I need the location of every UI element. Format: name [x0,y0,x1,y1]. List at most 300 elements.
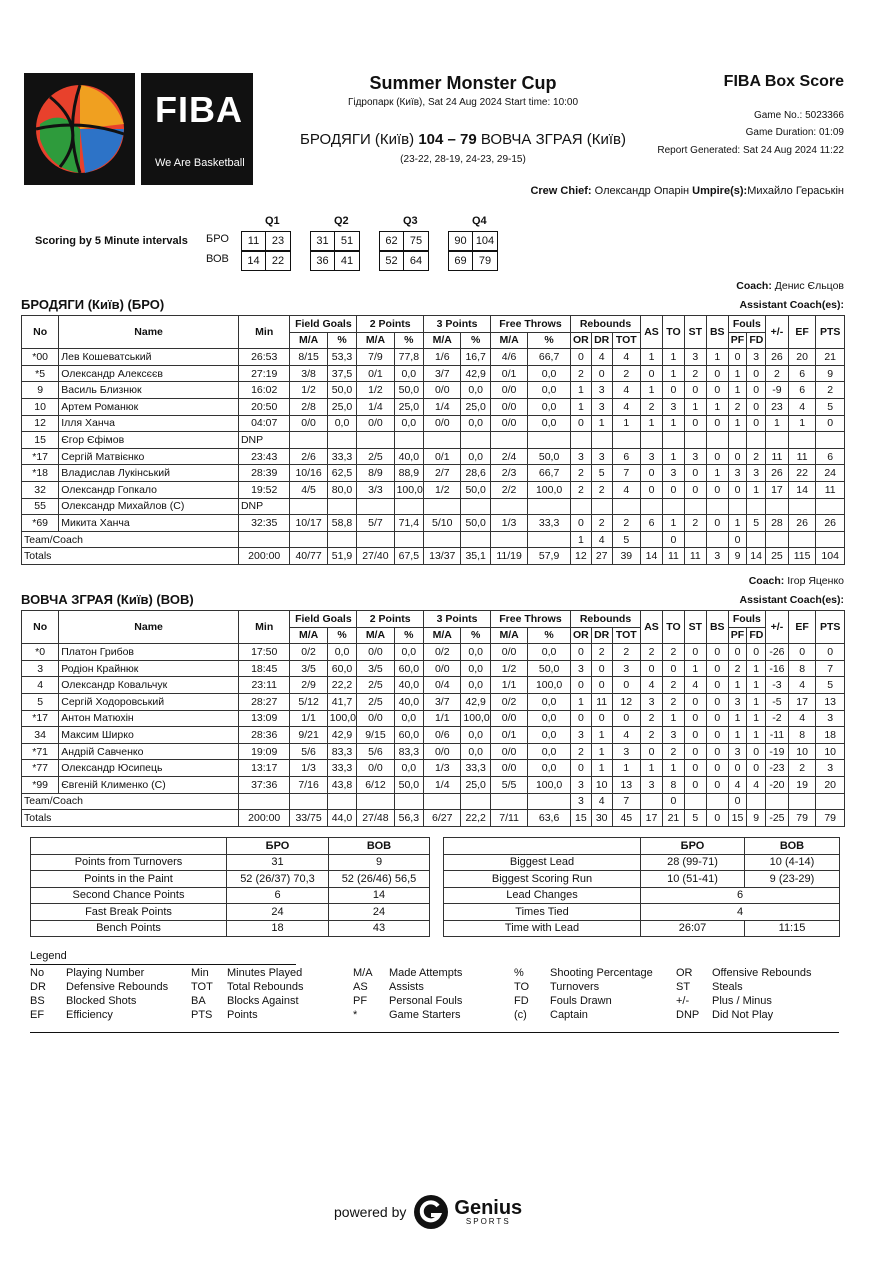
column-header: Name [59,316,239,349]
player-number: 12 [22,415,59,432]
total-cell: 200:00 [238,548,290,565]
column-header: Min [238,611,290,644]
stat-cell: 18:45 [238,660,290,677]
legend-abbr: DNP [676,1009,700,1021]
stat-cell: 0 [816,415,845,432]
stat-cell: 2 [570,481,591,498]
legend-desc: Total Rebounds [227,981,304,993]
column-header: % [528,627,571,644]
stat-cell [706,432,728,449]
player-name: Олександр Юсипець [59,760,239,777]
stat-cell: 6 [788,365,815,382]
stat-cell [765,432,788,449]
player-number: *71 [22,743,59,760]
stat-cell: 0,0 [461,644,491,661]
stat-cell: 0/2 [490,693,527,710]
summary-label: Points from Turnovers [31,854,227,871]
stat-cell: 1/1 [490,677,527,694]
team2-coach-name: Ігор Яценко [787,575,844,587]
column-header: M/A [424,332,461,349]
stat-cell: 13:17 [238,760,290,777]
stat-cell: 100,0 [461,710,491,727]
stat-cell: 1 [641,382,663,399]
stat-cell: 0 [706,677,728,694]
stat-cell: -23 [765,760,788,777]
stat-cell: 2 [641,398,663,415]
summary-header [31,838,227,855]
team2-title: ВОВЧА ЗГРАЯ (Київ) (ВОВ) [21,592,194,607]
total-cell: 9 [747,810,766,827]
stat-cell: 1 [747,660,766,677]
legend-abbr: TO [514,981,530,993]
player-number: *17 [22,448,59,465]
stat-cell [641,498,663,515]
stat-cell: 0 [747,644,766,661]
summary-value: 28 (99-71) [641,854,745,871]
report-generated: Report Generated: Sat 24 Aug 2024 11:22 [657,145,844,156]
stat-cell: 0 [591,677,612,694]
summary-value: 9 (23-29) [745,871,840,888]
stat-cell: 0 [706,481,728,498]
summary-header: ВОВ [329,838,430,855]
player-row [22,710,845,727]
stat-cell [684,498,706,515]
interval-score: 90 [449,232,473,250]
crew-info [530,185,844,197]
stat-cell: 1 [765,415,788,432]
stat-cell: 1/2 [424,481,461,498]
legend-abbr: FD [514,995,529,1007]
stat-cell: 2/5 [357,693,394,710]
stat-cell: 4 [788,710,815,727]
stat-cell: 0 [728,349,747,366]
stat-cell: 1 [728,365,747,382]
player-number: 9 [22,382,59,399]
fiba-ball-logo [24,73,135,185]
stat-cell: 2/5 [357,448,394,465]
stat-cell: 2/8 [290,398,327,415]
stat-cell [684,432,706,449]
stat-cell: 0,0 [528,644,571,661]
legend-abbr: (c) [514,1009,527,1021]
stat-cell: 0,0 [394,415,424,432]
legend-abbr: * [353,1009,358,1021]
stat-cell: 6/12 [357,776,394,793]
column-header: ST [684,611,706,644]
team2-coach [749,575,844,587]
away-score: 79 [460,131,477,148]
stat-cell [357,793,394,810]
player-row [22,432,845,449]
stat-cell: 11 [591,693,612,710]
stat-cell: 3 [591,382,612,399]
stat-cell: 2 [641,710,663,727]
summary-value: 6 [227,887,329,904]
stat-cell [290,432,327,449]
stat-cell: 26 [765,465,788,482]
stat-cell: 0,0 [461,677,491,694]
stat-cell: 0,0 [528,398,571,415]
stat-cell: 1 [570,693,591,710]
stat-cell: 1 [706,465,728,482]
stat-cell: 19:52 [238,481,290,498]
team2-box-score-table [21,610,845,827]
stat-cell: 8/15 [290,349,327,366]
stat-cell: 100,0 [394,481,424,498]
total-cell: 17 [641,810,663,827]
stat-cell: 33,3 [327,448,357,465]
stat-cell: 1 [641,415,663,432]
stat-cell: 10/16 [290,465,327,482]
column-header: Fouls [728,611,765,628]
stat-cell: 0 [706,660,728,677]
total-cell: 11 [662,548,684,565]
stat-cell: 0 [788,644,815,661]
stat-cell: 2 [684,365,706,382]
stat-cell: 0 [747,398,766,415]
stat-cell: 3 [570,660,591,677]
interval-score-box [448,231,498,251]
stat-cell: 50,0 [461,515,491,532]
legend-desc: Playing Number [66,967,145,979]
stat-cell: 3 [684,448,706,465]
column-header: No [22,316,59,349]
legend [30,950,842,965]
stat-cell: 0 [706,415,728,432]
stat-cell: 0,0 [394,710,424,727]
column-header: % [528,332,571,349]
stat-cell [684,793,706,810]
column-header: 2 Points [357,316,424,333]
stat-cell [728,432,747,449]
quarter-scores: (23-22, 28-19, 24-23, 29-15) [400,154,526,165]
summary-row [31,871,430,888]
stat-cell: 0 [641,743,663,760]
summary-value: 6 [641,887,840,904]
stat-cell [394,498,424,515]
stat-cell: 0 [747,415,766,432]
stat-cell: -2 [765,710,788,727]
stat-cell [662,498,684,515]
total-cell: 63,6 [528,810,571,827]
stat-cell: 1/4 [357,398,394,415]
legend-desc: Assists [389,981,424,993]
stat-cell [641,793,663,810]
legend-desc: Did Not Play [712,1009,774,1021]
stat-cell: 4 [612,481,640,498]
stat-cell: 0 [728,793,747,810]
stat-cell: 0 [641,481,663,498]
stat-cell: 1 [728,415,747,432]
stat-cell: 8 [662,776,684,793]
stat-cell: 2 [765,365,788,382]
stat-cell: 4 [612,382,640,399]
column-header: % [327,332,357,349]
stat-cell: 5/10 [424,515,461,532]
column-header: M/A [424,627,461,644]
stat-cell [424,498,461,515]
player-row [22,349,845,366]
stat-cell [641,432,663,449]
stat-cell: 0 [706,515,728,532]
stat-cell [788,531,815,548]
summary-value: 24 [329,904,430,921]
stat-cell: 18 [816,727,845,744]
player-number: 32 [22,481,59,498]
stat-cell: 28,6 [461,465,491,482]
stat-cell: 0 [747,382,766,399]
stat-cell: -9 [765,382,788,399]
stat-cell: 0 [747,365,766,382]
game-duration: Game Duration: 01:09 [745,127,844,138]
quarter-label: Q2 [334,215,349,227]
stat-cell: 1/3 [290,760,327,777]
interval-score-box [310,231,360,251]
stat-cell: 0/0 [357,760,394,777]
stat-cell: 4 [612,398,640,415]
legend-desc: Game Starters [389,1009,461,1021]
stat-cell: 3 [816,710,845,727]
player-number: *69 [22,515,59,532]
stat-cell: 20 [788,349,815,366]
stat-cell: 0,0 [528,710,571,727]
stat-cell: 1 [591,760,612,777]
totals-label: Totals [22,548,239,565]
stat-cell: 0 [641,365,663,382]
stat-cell: 3 [570,793,591,810]
summary-value: 31 [227,854,329,871]
box-score-title: FIBA Box Score [723,73,844,90]
stat-cell [747,531,766,548]
total-cell: 33/75 [290,810,327,827]
total-cell: 79 [788,810,815,827]
stat-cell [788,432,815,449]
total-cell: 40/77 [290,548,327,565]
stat-cell: 9/21 [290,727,327,744]
stat-cell: 1 [570,531,591,548]
team2-assistant-label: Assistant Coach(es): [739,594,844,606]
stat-cell: 0,0 [461,448,491,465]
total-cell: 15 [570,810,591,827]
legend-abbr: PTS [191,1009,213,1021]
stat-cell: 0 [641,465,663,482]
stat-cell: 0 [728,644,747,661]
summary-header: ВОВ [745,838,840,855]
stat-cell: 0 [570,349,591,366]
total-cell: 3 [706,548,728,565]
stat-cell: 4 [684,677,706,694]
stat-cell: 17:50 [238,644,290,661]
stat-cell: 2 [728,398,747,415]
stat-cell: 0 [570,677,591,694]
player-number: *0 [22,644,59,661]
player-number: 4 [22,677,59,694]
player-row [22,677,845,694]
stat-cell: 3/3 [357,481,394,498]
summary-row [444,887,840,904]
stat-cell: 1 [728,727,747,744]
stat-cell: 83,3 [394,743,424,760]
stat-cell: 100,0 [528,776,571,793]
column-header: M/A [490,332,527,349]
column-header: TO [662,611,684,644]
stat-cell: 1 [662,760,684,777]
stat-cell: 0/4 [424,677,461,694]
player-number: 3 [22,660,59,677]
stat-cell: 23:43 [238,448,290,465]
stat-cell [394,793,424,810]
score-dash: – [447,131,456,148]
stat-cell: 28 [765,515,788,532]
stat-cell: 0,0 [394,365,424,382]
column-header: PF [728,332,747,349]
interval-score-box [379,251,429,271]
total-cell: 57,9 [528,548,571,565]
stat-cell: 66,7 [528,349,571,366]
stat-cell: 3 [641,776,663,793]
team-coach-label: Team/Coach [22,793,239,810]
column-header: No [22,611,59,644]
column-header: +/- [765,611,788,644]
column-header: ST [684,316,706,349]
stat-cell: -3 [765,677,788,694]
stat-cell: 0 [684,415,706,432]
legend-abbr: PF [353,995,368,1007]
column-header: AS [641,316,663,349]
stat-cell: 12 [612,693,640,710]
interval-score-box [310,251,360,271]
stat-cell [728,498,747,515]
stat-cell: 04:07 [238,415,290,432]
stat-cell: 8 [788,727,815,744]
stat-cell: 0/0 [490,760,527,777]
stat-cell: 0,0 [461,415,491,432]
stat-cell: 4 [747,776,766,793]
player-name: Євгеній Клименко (С) [59,776,239,793]
legend-desc: Steals [712,981,743,993]
stat-cell: 1 [662,710,684,727]
stat-cell: 0 [662,382,684,399]
column-header: DR [591,627,612,644]
stat-cell: 0,0 [394,760,424,777]
player-name: Артем Романюк [59,398,239,415]
summary-value: 9 [329,854,430,871]
stat-cell: 1/1 [290,710,327,727]
stat-cell: 10 [591,776,612,793]
total-cell: 27/40 [357,548,394,565]
crew-chief-value: Олександр Опарін [594,185,690,197]
legend-abbr: M/A [353,967,373,979]
stat-cell [570,498,591,515]
total-cell: 27/48 [357,810,394,827]
stat-cell: 8 [788,660,815,677]
legend-desc: Efficiency [66,1009,113,1021]
stat-cell: 0 [591,365,612,382]
stat-cell: 2 [747,448,766,465]
total-cell: 22,2 [461,810,491,827]
stat-cell: 0 [706,776,728,793]
stat-cell: 0,0 [528,693,571,710]
stat-cell [765,793,788,810]
stat-cell: 5/6 [290,743,327,760]
column-header: Fouls [728,316,765,333]
stat-cell: 7 [612,793,640,810]
stat-cell [612,498,640,515]
column-header: DR [591,332,612,349]
stat-cell: 1/4 [424,398,461,415]
legend-desc: Personal Fouls [389,995,463,1007]
legend-desc: Captain [550,1009,588,1021]
stat-cell: 2 [591,644,612,661]
stat-cell: 66,7 [528,465,571,482]
column-header: PF [728,627,747,644]
stat-cell: -16 [765,660,788,677]
stat-cell: 2 [816,382,845,399]
stat-cell: 0 [706,693,728,710]
team1-title: БРОДЯГИ (Київ) (БРО) [21,297,165,312]
total-cell: 6/27 [424,810,461,827]
stat-cell: 5 [591,465,612,482]
umpire-value: Михайло Гераськін [747,185,844,197]
stat-cell: 50,0 [461,481,491,498]
stat-cell: 3 [728,465,747,482]
stat-cell: 37,5 [327,365,357,382]
stat-cell [461,793,491,810]
stat-cell: 0/2 [290,644,327,661]
stat-cell: 0,0 [528,365,571,382]
stat-cell: 0 [662,481,684,498]
stat-cell: 4 [612,727,640,744]
summary-value: 10 (4-14) [745,854,840,871]
quarter-label: Q1 [265,215,280,227]
stat-cell: 4 [788,398,815,415]
stat-cell: 0 [706,743,728,760]
player-row [22,415,845,432]
stat-cell [290,498,327,515]
stat-cell: 19 [788,776,815,793]
stat-cell: 1 [747,677,766,694]
team1-box-score-table [21,315,845,565]
stat-cell: 26 [765,349,788,366]
total-cell: 14 [747,548,766,565]
stat-cell: 2 [662,644,684,661]
stat-cell: 3/5 [357,660,394,677]
total-cell: 115 [788,548,815,565]
stat-cell: 0 [706,448,728,465]
stat-cell: 0 [728,760,747,777]
column-header: M/A [357,627,394,644]
stat-cell [490,531,527,548]
player-row [22,398,845,415]
basketball-icon [30,79,130,179]
stat-cell: 1/4 [424,776,461,793]
stat-cell: 71,4 [394,515,424,532]
summary-value: 52 (26/37) 70,3 [227,871,329,888]
quarter-label: Q3 [403,215,418,227]
stat-cell: 1/6 [424,349,461,366]
stat-cell: 3 [728,693,747,710]
stat-cell: 0/0 [424,415,461,432]
stat-cell: 22 [788,465,815,482]
stat-cell: 11 [765,448,788,465]
stat-cell [424,432,461,449]
stat-cell: 0 [612,710,640,727]
stat-cell: 0 [684,743,706,760]
legend-abbr: ST [676,981,691,993]
stat-cell: 42,9 [461,693,491,710]
stat-cell: 2 [684,515,706,532]
stat-cell: 28:36 [238,727,290,744]
